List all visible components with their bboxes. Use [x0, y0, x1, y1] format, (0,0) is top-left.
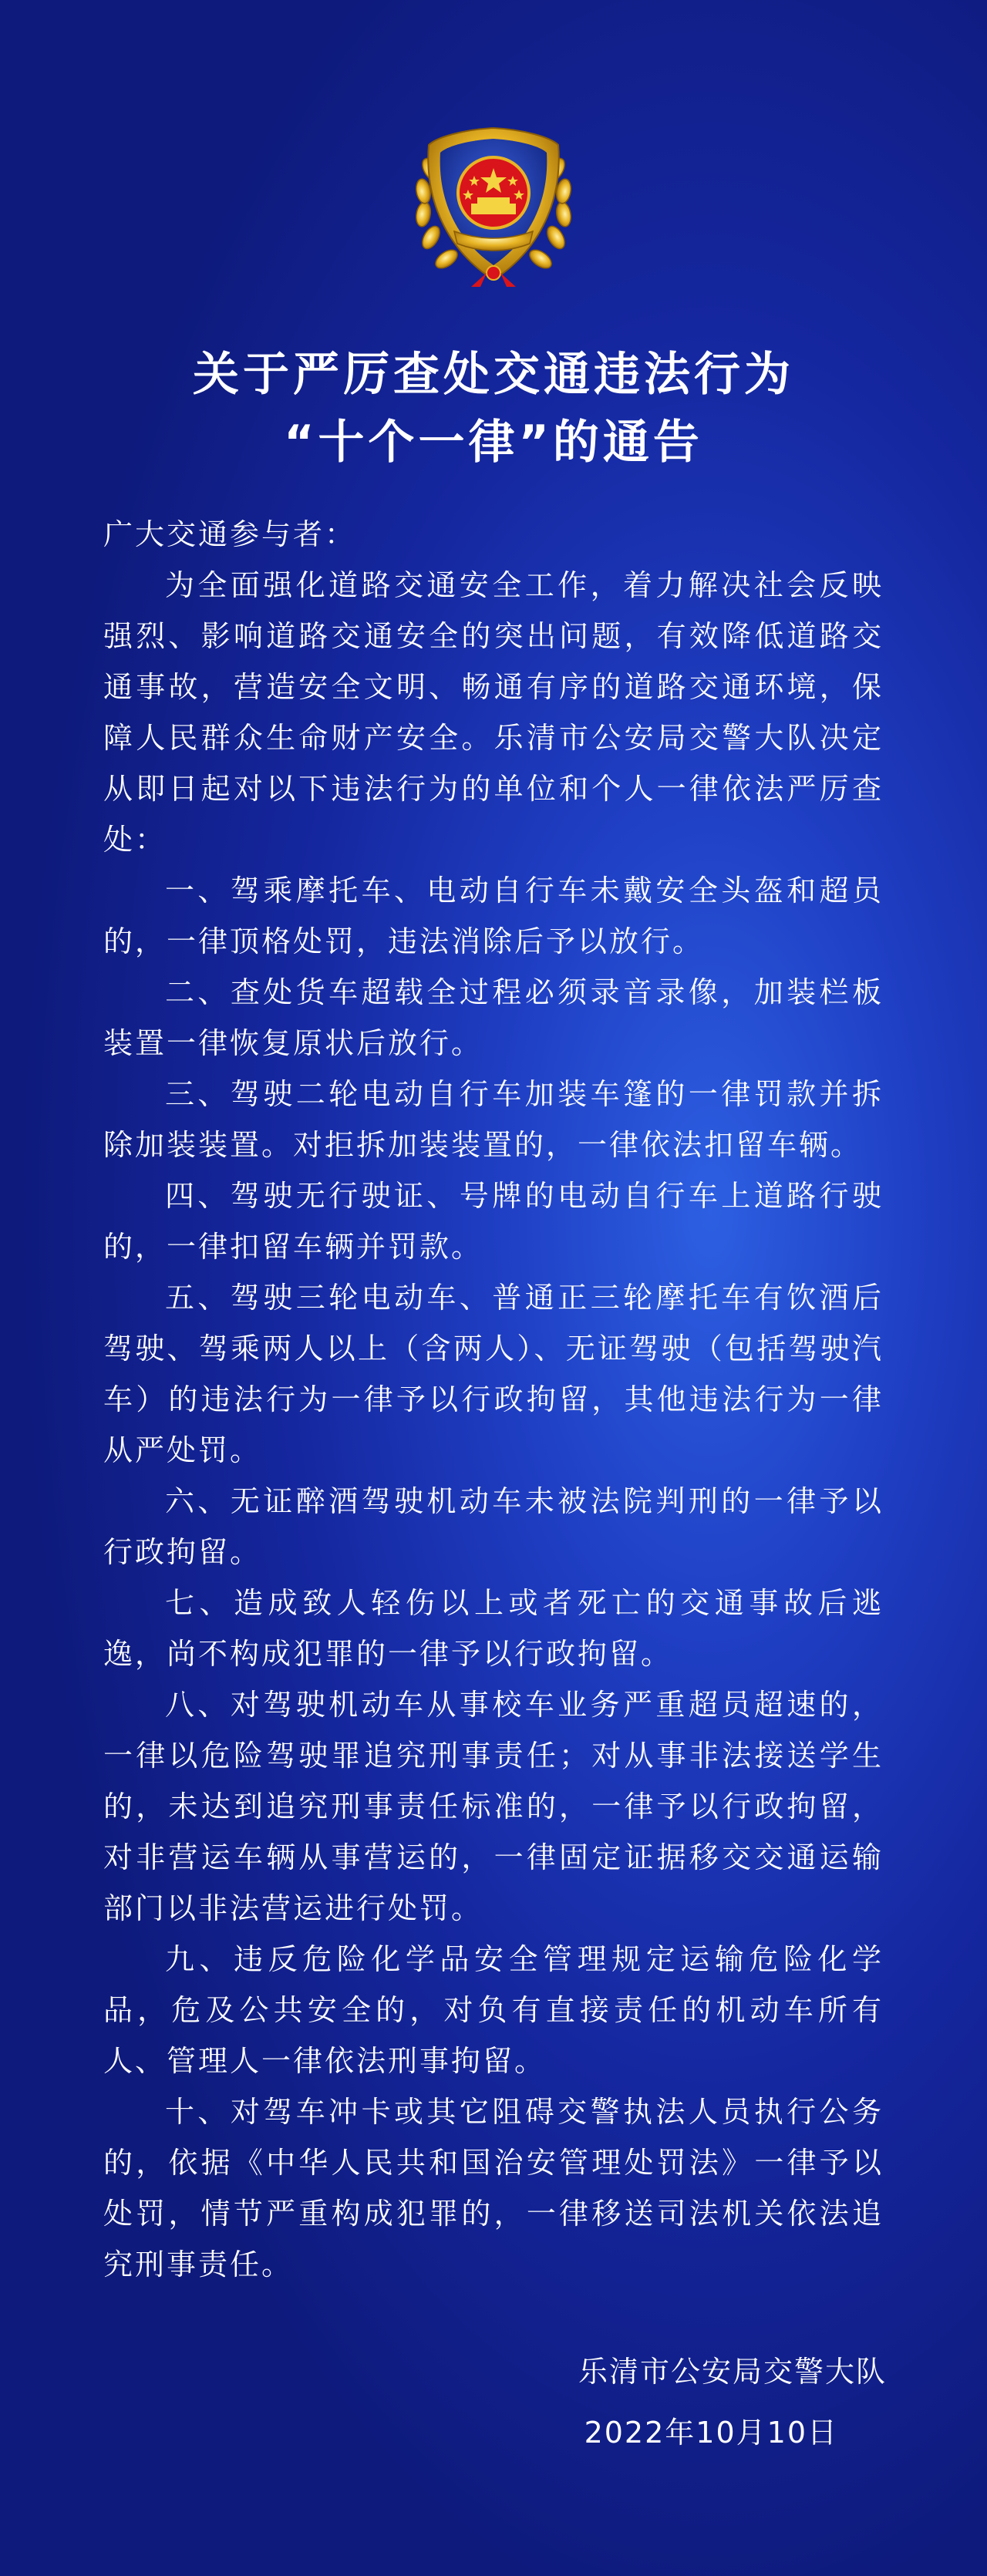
rule-item-3: 三、驾驶二轮电动自行车加装车篷的一律罚款并拆除加装装置。对拒拆加装装置的，一律依法扣留车辆。 — [103, 1077, 884, 1162]
rule-item-9: 九、违反危险化学品安全管理规定运输危险化学品，危及公共安全的，对负有直接责任的机动车所有人、管理人一律依法刑事拘留。 — [103, 1942, 884, 2078]
rule-item-4: 四、驾驶无行驶证、号牌的电动自行车上道路行驶的，一律扣留车辆并罚款。 — [103, 1179, 884, 1264]
rule-item-2: 二、查处货车超载全过程必须录音录像，加装栏板装置一律恢复原状后放行。 — [103, 975, 884, 1060]
rule-item-7: 七、造成致人轻伤以上或者死亡的交通事故后逃逸，尚不构成犯罪的一律予以行政拘留。 — [103, 1586, 884, 1671]
police-badge-icon — [400, 122, 587, 293]
intro-paragraph: 为全面强化道路交通安全工作，着力解决社会反映强烈、影响道路交通安全的突出问题，有效降低道路交通事故，营造安全文明、畅通有序的道路交通环境，保障人民群众生命财产安全。乐清市公安局交警大队决定从即日起对以下违法行为的单位和个人一律依法严厉查处： — [103, 568, 884, 857]
signature-org: 乐清市公安局交警大队 — [578, 2355, 887, 2389]
notice-title-line1: 关于严厉查处交通违法行为 — [193, 348, 794, 402]
signature-date: 2022年10月10日 — [584, 2416, 838, 2450]
rule-item-8: 八、对驾驶机动车从事校车业务严重超员超速的，一律以危险驾驶罪追究刑事责任；对从事非法接送学生的，未达到追究刑事责任标准的，一律予以行政拘留，对非营运车辆从事营运的，一律固定证据移交交通运输部门以非法营运进行处罚。 — [103, 1688, 884, 1925]
rule-item-5: 五、驾驶三轮电动车、普通正三轮摩托车有饮酒后驾驶、驾乘两人以上（含两人）、无证驾驶（包括驾驶汽车）的违法行为一律予以行政拘留，其他违法行为一律从严处罚。 — [103, 1281, 884, 1467]
rule-item-1: 一、驾乘摩托车、电动自行车未戴安全头盔和超员的，一律顶格处罚，违法消除后予以放行。 — [103, 874, 884, 958]
rule-item-10: 十、对驾车冲卡或其它阻碍交警执法人员执行公务的，依据《中华人民共和国治安管理处罚法》一律予以处罚，情节严重构成犯罪的，一律移送司法机关依法追究刑事责任。 — [103, 2095, 884, 2281]
rule-item-6: 六、无证醉酒驾驶机动车未被法院判刑的一律予以行政拘留。 — [103, 1484, 884, 1569]
salutation: 广大交通参与者： — [103, 517, 357, 551]
notice-title-line2: “十个一律”的通告 — [284, 416, 703, 470]
notice-body — [103, 509, 884, 2290]
